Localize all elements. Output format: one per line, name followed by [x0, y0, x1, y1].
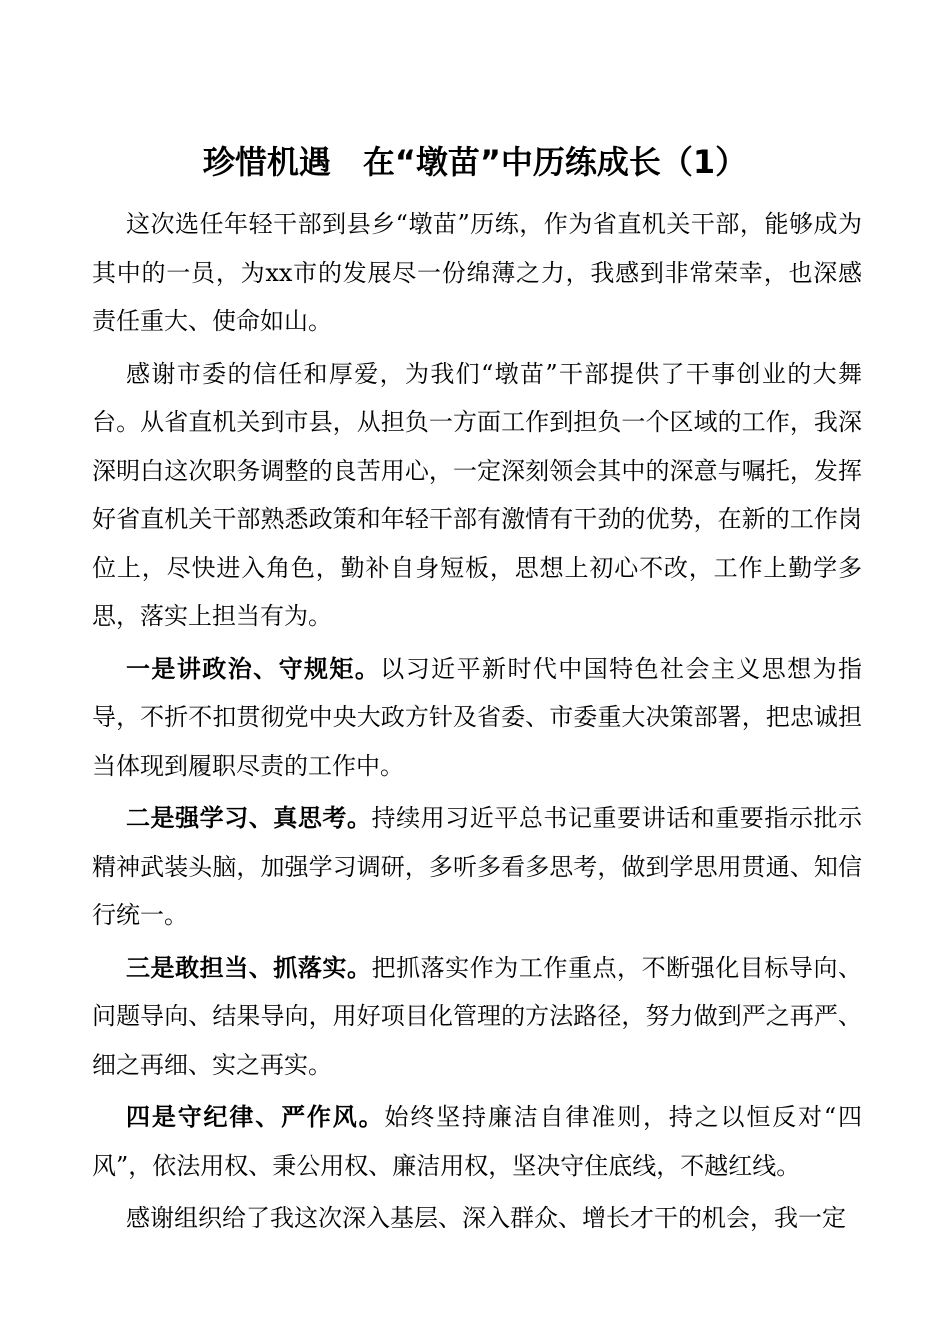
document-body [92, 200, 862, 1247]
paragraph-thanks [92, 350, 862, 641]
paragraph-text: 这次选任年轻干部到县乡“墩苗”历练，作为省直机关干部，能够成为其中的一员，为xx市的发展尽一份绵薄之力，我感到非常荣幸，也深感责任重大、使命如山。 [92, 210, 862, 335]
paragraph-text: 感谢市委的信任和厚爱，为我们“墩苗”干部提供了干事创业的大舞台。从省直机关到市县，从担负一方面工作到担负一个区域的工作，我深深明白这次职务调整的良苦用心，一定深刻领会其中的深意与嘱托，发挥好省直机关干部熟悉政策和年轻干部有激情有干劲的优势，在新的工作岗位上，尽快进入角色，勤补自身短板，思想上初心不改，工作上勤学多思，落实上担当有为。 [92, 359, 862, 630]
paragraph-point-one [92, 645, 862, 791]
paragraph-text: 感谢组织给了我这次深入基层、深入群众、增长才干的机会，我一定 [126, 1204, 846, 1232]
paragraph-lead: 四是守纪律、严作风。 [126, 1103, 385, 1131]
paragraph-intro [92, 200, 862, 346]
paragraph-closing [92, 1194, 862, 1243]
paragraph-text: 始终坚持廉洁自律准则，持之以恒反对“四风”，依法用权、秉公用权、廉洁用权，坚决守住底线，不越红线。 [92, 1103, 863, 1180]
paragraph-text: 把抓落实作为工作重点，不断强化目标导向、问题导向、结果导向，用好项目化管理的方法路径，努力做到严之再严、细之再细、实之再实。 [92, 953, 863, 1079]
paragraph-lead: 二是强学习、真思考。 [126, 804, 372, 832]
paragraph-point-four [92, 1093, 862, 1190]
paragraph-text: 持续用习近平总书记重要讲话和重要指示批示精神武装头脑，加强学习调研，多听多看多思考，做到学思用贯通、知信行统一。 [92, 804, 863, 929]
paragraph-text: 以习近平新时代中国特色社会主义思想为指导，不折不扣贯彻党中央大政方针及省委、市委重大决策部署，把忠诚担当体现到履职尽责的工作中。 [92, 654, 863, 780]
document-title: 珍惜机遇 在“墩苗”中历练成长（1） [202, 143, 748, 181]
paragraph-point-three [92, 944, 862, 1090]
paragraph-lead: 一是讲政治、守规矩。 [126, 654, 381, 683]
paragraph-lead: 三是敢担当、抓落实。 [126, 953, 372, 982]
paragraph-point-two [92, 794, 862, 940]
